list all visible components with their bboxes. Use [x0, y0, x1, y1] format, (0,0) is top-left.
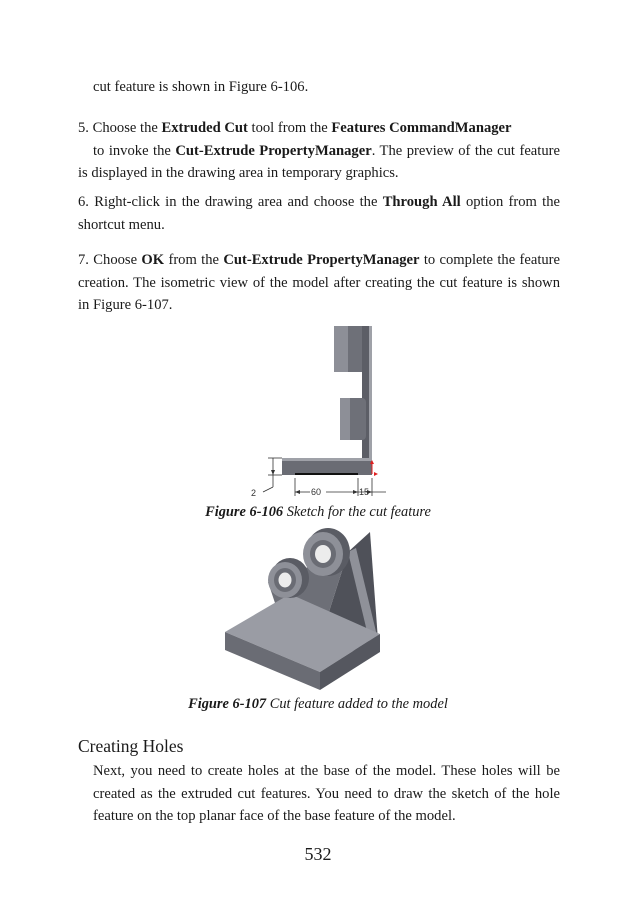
- tool-name: Extruded Cut: [161, 120, 248, 136]
- figure-label: Figure 6-107: [188, 696, 267, 712]
- figure-6-106-caption: [0, 504, 636, 521]
- ok-button-name: OK: [141, 252, 165, 268]
- intro-line: cut feature is shown in Figure 6-106.: [93, 79, 309, 95]
- step-number: 6.: [78, 194, 89, 210]
- upper-hole: [315, 545, 331, 563]
- section-heading: Creating Holes: [78, 736, 184, 756]
- dimension-thickness: 2: [251, 488, 257, 498]
- dimension-offset: 15: [359, 487, 370, 497]
- figure-6-106-sketch: [240, 322, 400, 502]
- figure-6-107-caption: [0, 696, 636, 713]
- figure-label: Figure 6-106: [205, 504, 284, 520]
- dimension-length: 60: [311, 487, 322, 497]
- step-6: 6. Right-click in the drawing area and choose the Through All option from the shortcut menu.: [78, 194, 560, 233]
- step-7: 7. Choose OK from the Cut-Extrude PropertyManager to complete the feature creation. The isometric view of the model after creating the cut feature is shown in Figure 6-107.: [78, 252, 561, 313]
- lower-hole: [279, 573, 292, 588]
- property-manager-name: Cut-Extrude PropertyManager: [223, 252, 420, 268]
- step-number: 5.: [78, 120, 89, 136]
- command-manager-name: Features CommandManager: [331, 120, 512, 136]
- option-name: Through All: [382, 194, 461, 210]
- figure-caption-text: Sketch for the cut feature: [286, 504, 431, 520]
- step-number: 7.: [78, 252, 89, 268]
- section-body: Next, you need to create holes at the base of the model. These holes will be created as the extruded cut features. You need to draw the sketch of the hole feature on the top planar face of the base feature of the model.: [93, 763, 560, 824]
- step-5: 5. Choose the Extruded Cut tool from the Features CommandManager to invoke the Cut-Extrude PropertyManager. The preview of the cut feature is displayed in the drawing area in temporary graphics.: [78, 120, 560, 181]
- page-number: 532: [304, 844, 332, 864]
- figure-6-107-model: [220, 522, 390, 692]
- figure-caption-text: Cut feature added to the model: [269, 696, 448, 712]
- property-manager-name: Cut-Extrude PropertyManager: [175, 142, 372, 159]
